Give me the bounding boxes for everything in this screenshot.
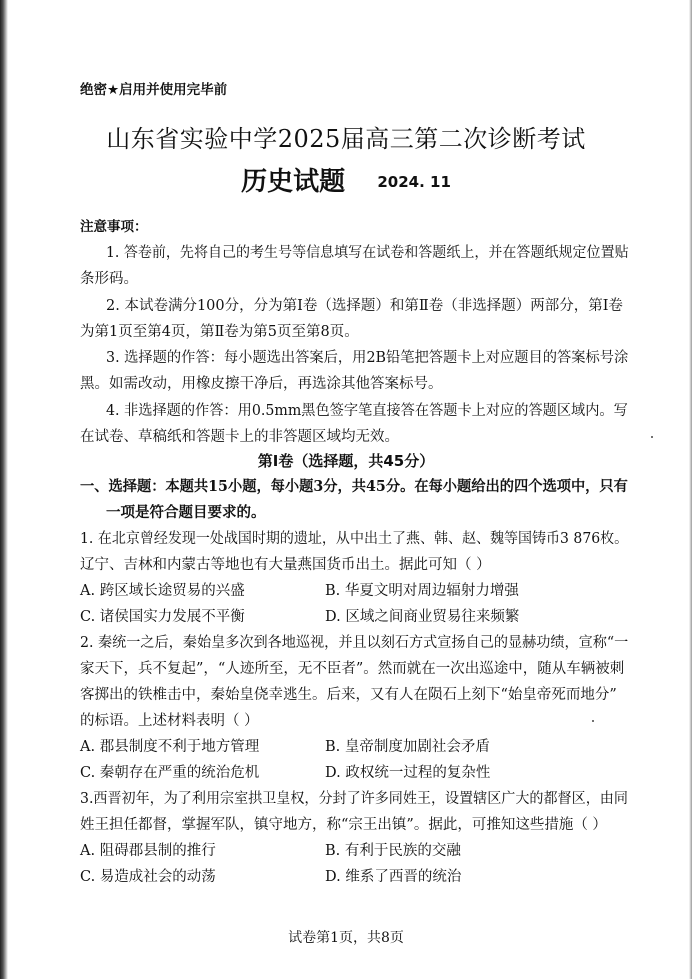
note-line: 黑。如需改动，用橡皮擦干净后，再选涂其他答案标号。: [80, 376, 443, 392]
option-b: B. 有利于民族的交融: [325, 843, 461, 859]
option-a: A. 跨区域长途贸易的兴盛: [80, 583, 245, 599]
scan-speck: [651, 436, 653, 438]
question-stem: 姓王担任都督，掌握军队，镇守地方，称“宗王出镇”。据此，可推知这些措施（ ）: [80, 817, 607, 833]
option-d: D. 政权统一过程的复杂性: [325, 765, 491, 781]
note-line: 3. 选择题的作答：每小题选出答案后，用2B铅笔把答题卡上对应题目的答案标号涂: [106, 350, 629, 366]
question-stem: 辽宁、吉林和内蒙古等地也有大量燕国货币出土。据此可知（ ）: [80, 557, 491, 573]
section-instruction: 一、选择题：本题共15小题，每小题3分，共45分。在每小题给出的四个选项中，只有: [80, 478, 628, 495]
page-footer: 试卷第1页，共8页: [288, 930, 404, 946]
option-b: B. 华夏文明对周边辐射力增强: [325, 583, 519, 599]
option-b: B. 皇帝制度加剧社会矛盾: [325, 739, 490, 755]
notes-heading: 注意事项：: [80, 219, 148, 235]
note-line: 1. 答卷前，先将自己的考生号等信息填写在试卷和答题纸上，并在答题纸规定位置贴: [106, 245, 629, 261]
subject-line: [0, 165, 692, 199]
note-line: 条形码。: [80, 271, 138, 287]
question-stem: 的标语。上述材料表明（ ）: [80, 713, 259, 729]
question-stem: 家天下，兵不复起”，“人迹所至，无不臣者”。然而就在一次出巡途中，随从车辆被刺: [80, 661, 625, 677]
question-stem: 3.西晋初年，为了利用宗室拱卫皇权，分封了许多同姓王，设置辖区广大的都督区，由同: [80, 791, 628, 807]
note-line: 在试卷、草稿纸和答题卡上的非答题区域均无效。: [80, 429, 399, 445]
note-line: 为第1页至第4页，第Ⅱ卷为第5页至第8页。: [80, 324, 359, 340]
option-d: D. 区域之间商业贸易往来频繁: [325, 609, 520, 625]
option-c: C. 秦朝存在严重的统治危机: [80, 765, 260, 781]
note-line: 4. 非选择题的作答：用0.5mm黑色签字笔直接答在答题卡上对应的答题区域内。写: [106, 403, 628, 419]
section-instruction: 一项是符合题目要求的。: [106, 504, 266, 521]
scan-speck: [592, 720, 594, 722]
exam-date: 2024. 11: [377, 173, 451, 191]
subject-title: 历史试题: [241, 167, 346, 197]
question-stem: 客掷出的铁椎击中，秦始皇侥幸逃生。后来，又有人在陨石上刻下“始皇帝死而地分”: [80, 687, 617, 703]
option-d: D. 维系了西晋的统治: [325, 869, 462, 885]
question-stem: 2. 秦统一之后，秦始皇多次到各地巡视，并且以刻石方式宣扬自己的显赫功绩，宣称“一: [80, 635, 629, 651]
secret-label: 绝密★启用并使用完毕前: [80, 82, 228, 98]
question-stem: 1. 在北京曾经发现一处战国时期的遗址，从中出土了燕、韩、赵、魏等国铸币3 876枚。: [80, 531, 629, 547]
option-c: C. 诸侯国实力发展不平衡: [80, 609, 245, 625]
option-c: C. 易造成社会的动荡: [80, 869, 216, 885]
option-a: A. 阻碍郡县制的推行: [80, 843, 216, 859]
note-line: 2. 本试卷满分100分，分为第Ⅰ卷（选择题）和第Ⅱ卷（非选择题）两部分，第Ⅰ卷: [106, 298, 623, 314]
section-title: 第Ⅰ卷（选择题，共45分）: [257, 452, 435, 470]
exam-title: 山东省实验中学2025届高三第二次诊断考试: [106, 125, 586, 153]
option-a: A. 郡县制度不利于地方管理: [80, 739, 260, 755]
